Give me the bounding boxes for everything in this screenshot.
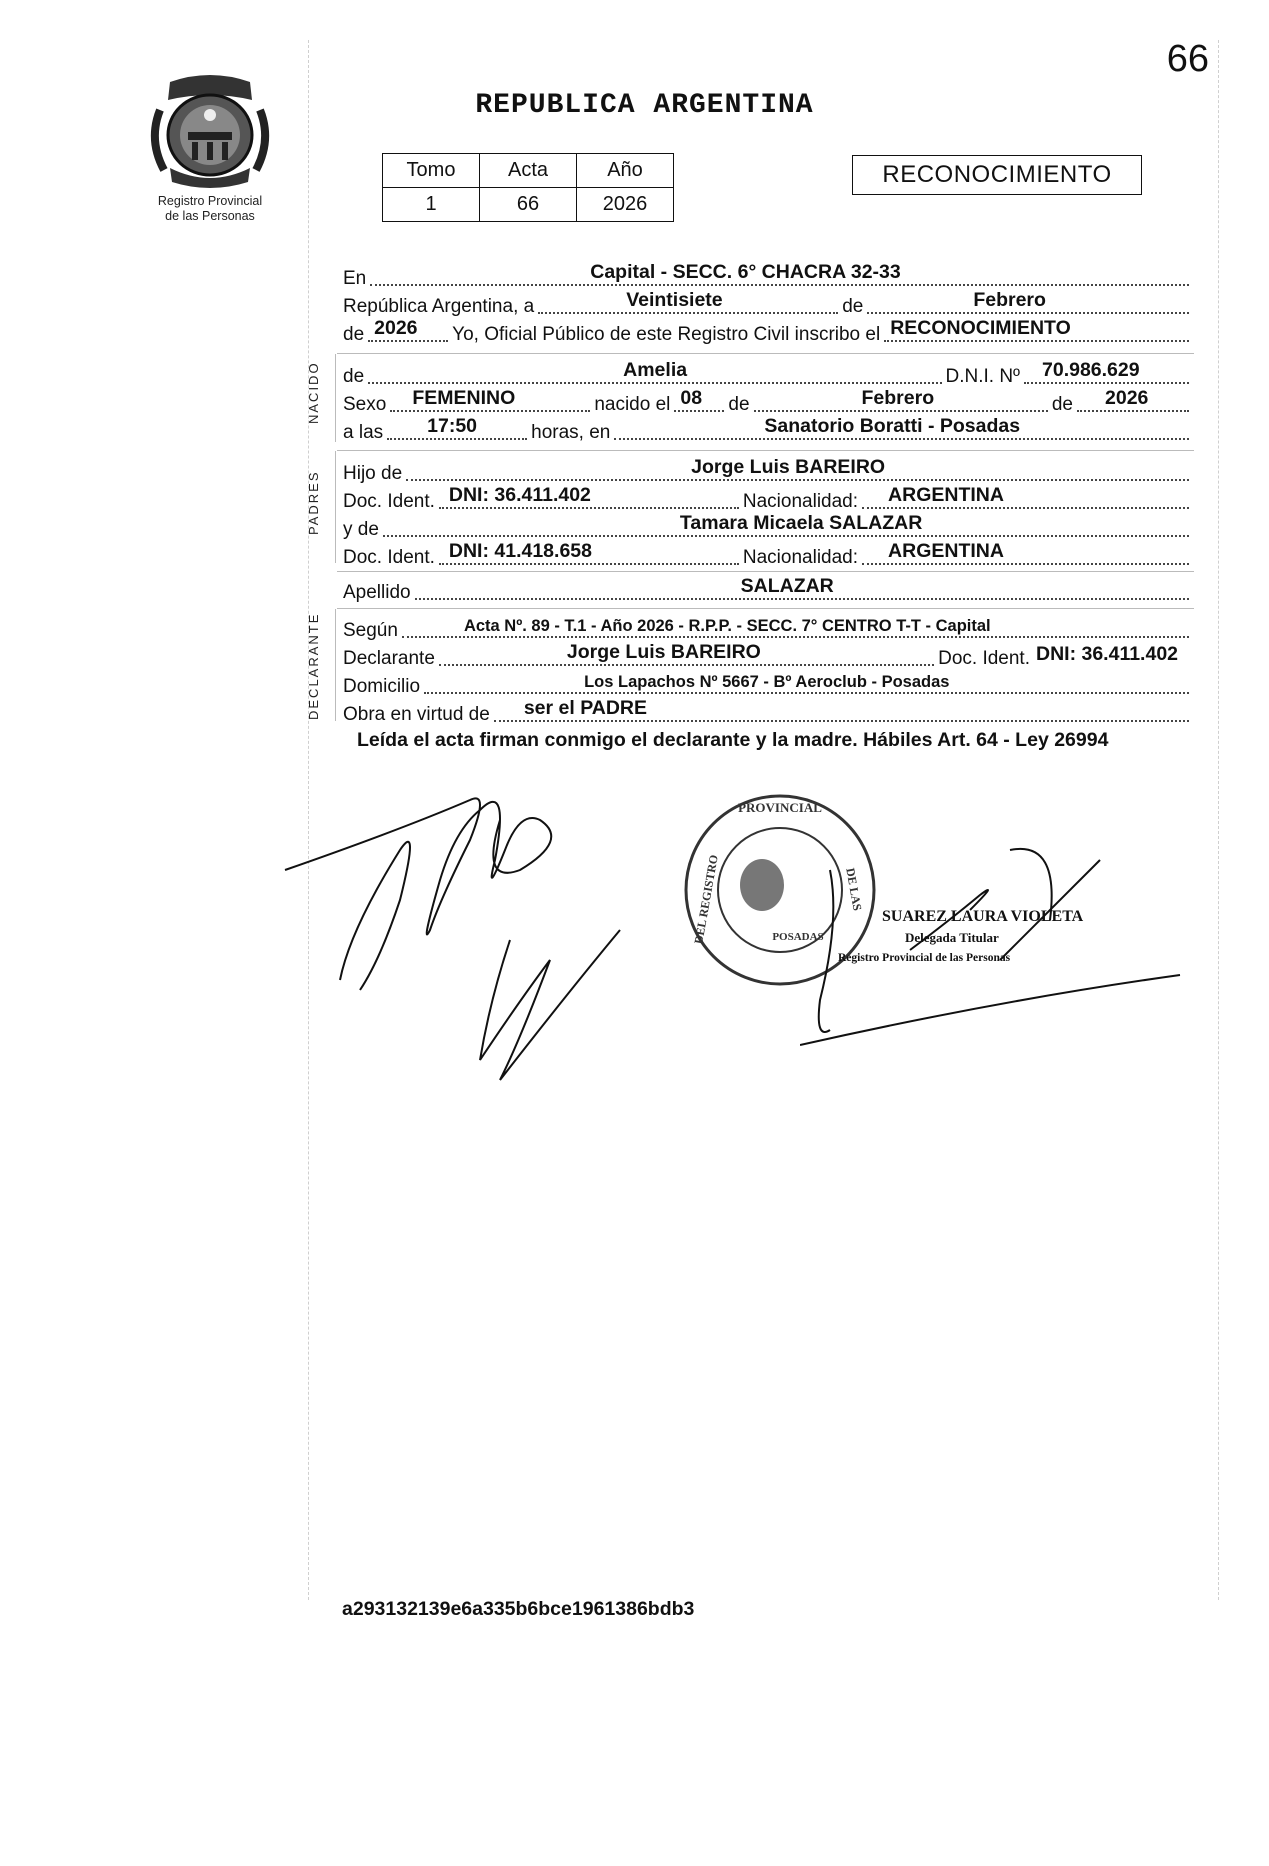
row-hora	[343, 415, 1193, 444]
alas-label: a las	[343, 422, 384, 443]
father-field	[406, 457, 1189, 481]
officer-name: SUAREZ LAURA VIOLETA	[882, 908, 1084, 925]
father-doc-value: DNI: 36.411.402	[448, 484, 591, 506]
oficial-text: Yo, Oficial Público de este Registro Civil inscribo el	[452, 324, 881, 345]
month-value: Febrero	[973, 289, 1046, 311]
day-value: Veintisiete	[626, 289, 723, 311]
dni-label: D.N.I. Nº	[945, 366, 1020, 387]
obra-field	[494, 698, 1189, 722]
sexo-value: FEMENINO	[412, 387, 516, 409]
row-segun	[343, 616, 1193, 642]
father-value: Jorge Luis BAREIRO	[691, 456, 886, 478]
dni-value: 70.986.629	[1042, 359, 1140, 381]
father-nac-field	[862, 485, 1189, 509]
officer-org: Registro Provincial de las Personas	[838, 952, 1011, 964]
mother-field	[383, 513, 1189, 537]
en-value: Capital - SECC. 6° CHACRA 32-33	[590, 261, 901, 283]
apellido-value: SALAZAR	[740, 575, 834, 597]
father-nac-label: Nacionalidad:	[742, 491, 859, 512]
record-table-header	[383, 154, 674, 188]
sexo-field	[390, 388, 590, 412]
row-en	[343, 261, 1193, 290]
document-hash: a293132139e6a335b6bce1961386bdb3	[342, 1598, 695, 1620]
row-madre	[343, 512, 1193, 541]
closing-text: Leída el acta firman conmigo el declarante y la madre. Hábiles Art. 64 - Ley 26994	[357, 729, 1109, 751]
declarante-bar	[335, 609, 336, 721]
padres-bar	[335, 451, 336, 563]
obra-label: Obra en virtud de	[343, 704, 490, 725]
nacido-section-label: NACIDO	[306, 361, 321, 424]
segun-field	[402, 614, 1189, 638]
row-madre-doc	[343, 540, 1193, 569]
father-doc-field	[439, 485, 739, 509]
mother-value: Tamara Micaela SALAZAR	[679, 512, 923, 534]
mother-nac-label: Nacionalidad:	[742, 547, 859, 568]
time-field	[387, 416, 527, 440]
declarante-section-label: DECLARANTE	[306, 612, 321, 720]
declarante-label: Declarante	[343, 648, 435, 669]
declarante-value: Jorge Luis BAREIRO	[566, 641, 761, 663]
birth-day-value: 08	[680, 387, 703, 409]
apellido-field	[415, 576, 1189, 600]
dni-field	[1024, 360, 1189, 384]
segun-value: Acta Nº. 89 - T.1 - Año 2026 - R.P.P. - SECC. 7° CENTRO T-T - Capital	[463, 617, 991, 635]
anio-value: 2026	[577, 188, 674, 222]
mother-doc-field	[439, 541, 739, 565]
republica-label: República Argentina, a	[343, 296, 535, 317]
nombre-field	[368, 360, 941, 384]
horas-label: horas, en	[531, 422, 611, 443]
year-value: 2026	[374, 317, 418, 339]
nombre-de-label: de	[343, 366, 365, 387]
row-nombre	[343, 359, 1193, 388]
birth-day-field	[674, 388, 724, 412]
row-apellido	[343, 575, 1193, 604]
separator-1	[337, 353, 1194, 354]
tomo-header: Tomo	[383, 154, 480, 188]
row-declarante	[343, 641, 1193, 670]
yde-label: y de	[343, 519, 379, 540]
declarant-signature-icon	[280, 760, 660, 1100]
declarante-doc-value: DNI: 36.411.402	[1036, 643, 1179, 665]
inscribe-field	[884, 318, 1189, 342]
time-value: 17:50	[427, 415, 478, 437]
father-nac-value: ARGENTINA	[888, 484, 1004, 506]
svg-text:POSADAS: POSADAS	[772, 931, 824, 943]
apellido-label: Apellido	[343, 582, 411, 603]
birth-de2-label: de	[1051, 394, 1073, 415]
row-republica	[343, 289, 1193, 318]
birth-year-value: 2026	[1105, 387, 1149, 409]
svg-text:DE LAS: DE LAS	[843, 866, 865, 912]
right-margin-line	[1218, 40, 1219, 1600]
registry-label	[125, 194, 295, 224]
row-padre	[343, 456, 1193, 485]
day-field	[538, 290, 838, 314]
svg-text:PROVINCIAL: PROVINCIAL	[738, 800, 822, 815]
record-table-values	[383, 188, 674, 222]
separator-2	[337, 450, 1194, 451]
hijo-label: Hijo de	[343, 463, 403, 484]
registry-line-1: Registro Provincial	[157, 194, 263, 208]
officer-title: Delegada Titular	[905, 930, 999, 945]
domicilio-field	[424, 670, 1189, 694]
page-number: 66	[1166, 38, 1209, 80]
row-sexo	[343, 387, 1193, 416]
en-field	[370, 262, 1189, 286]
record-table	[382, 153, 674, 222]
tomo-value: 1	[383, 188, 480, 222]
row-padre-doc	[343, 484, 1193, 513]
month-field	[867, 290, 1189, 314]
birth-de-label: de	[728, 394, 750, 415]
record-type-box: RECONOCIMIENTO	[852, 155, 1142, 195]
row-obra	[343, 697, 1193, 726]
anio-header: Año	[577, 154, 674, 188]
de2-label: de	[343, 324, 365, 345]
birth-year-field	[1077, 388, 1189, 412]
misiones-seal-icon	[140, 70, 280, 190]
mother-nac-value: ARGENTINA	[888, 540, 1004, 562]
obra-value: ser el PADRE	[523, 697, 648, 719]
svg-text:DEL REGISTRO: DEL REGISTRO	[691, 853, 721, 946]
place-field	[614, 416, 1189, 440]
document-title: REPUBLICA ARGENTINA	[475, 90, 814, 121]
nacido-bar	[335, 354, 336, 442]
declarante-doc-label: Doc. Ident.	[938, 648, 1030, 669]
mother-nac-field	[862, 541, 1189, 565]
de-label: de	[842, 296, 864, 317]
declarante-field	[439, 642, 934, 666]
row-oficial	[343, 317, 1193, 346]
birth-month-value: Febrero	[861, 387, 935, 409]
declarante-doc-field	[1034, 644, 1189, 666]
separator-3	[337, 571, 1194, 572]
separator-4	[337, 608, 1194, 609]
mother-doc-label: Doc. Ident.	[343, 547, 435, 568]
sexo-label: Sexo	[343, 394, 387, 415]
padres-section-label: PADRES	[306, 470, 321, 535]
segun-label: Según	[343, 620, 398, 641]
place-value: Sanatorio Boratti - Posadas	[764, 415, 1021, 437]
acta-header: Acta	[480, 154, 577, 188]
father-doc-label: Doc. Ident.	[343, 491, 435, 512]
en-label: En	[343, 268, 367, 289]
year-field	[368, 318, 448, 342]
domicilio-label: Domicilio	[343, 676, 421, 697]
inscribe-value: RECONOCIMIENTO	[890, 317, 1071, 339]
acta-value: 66	[480, 188, 577, 222]
registry-line-2: de las Personas	[165, 209, 255, 223]
nacido-el-label: nacido el	[594, 394, 671, 415]
row-domicilio	[343, 672, 1193, 698]
domicilio-value: Los Lapachos Nº 5667 - Bº Aeroclub - Posadas	[584, 673, 950, 691]
nombre-value: Amelia	[623, 359, 688, 381]
birth-month-field	[754, 388, 1048, 412]
mother-doc-value: DNI: 41.418.658	[448, 540, 592, 562]
